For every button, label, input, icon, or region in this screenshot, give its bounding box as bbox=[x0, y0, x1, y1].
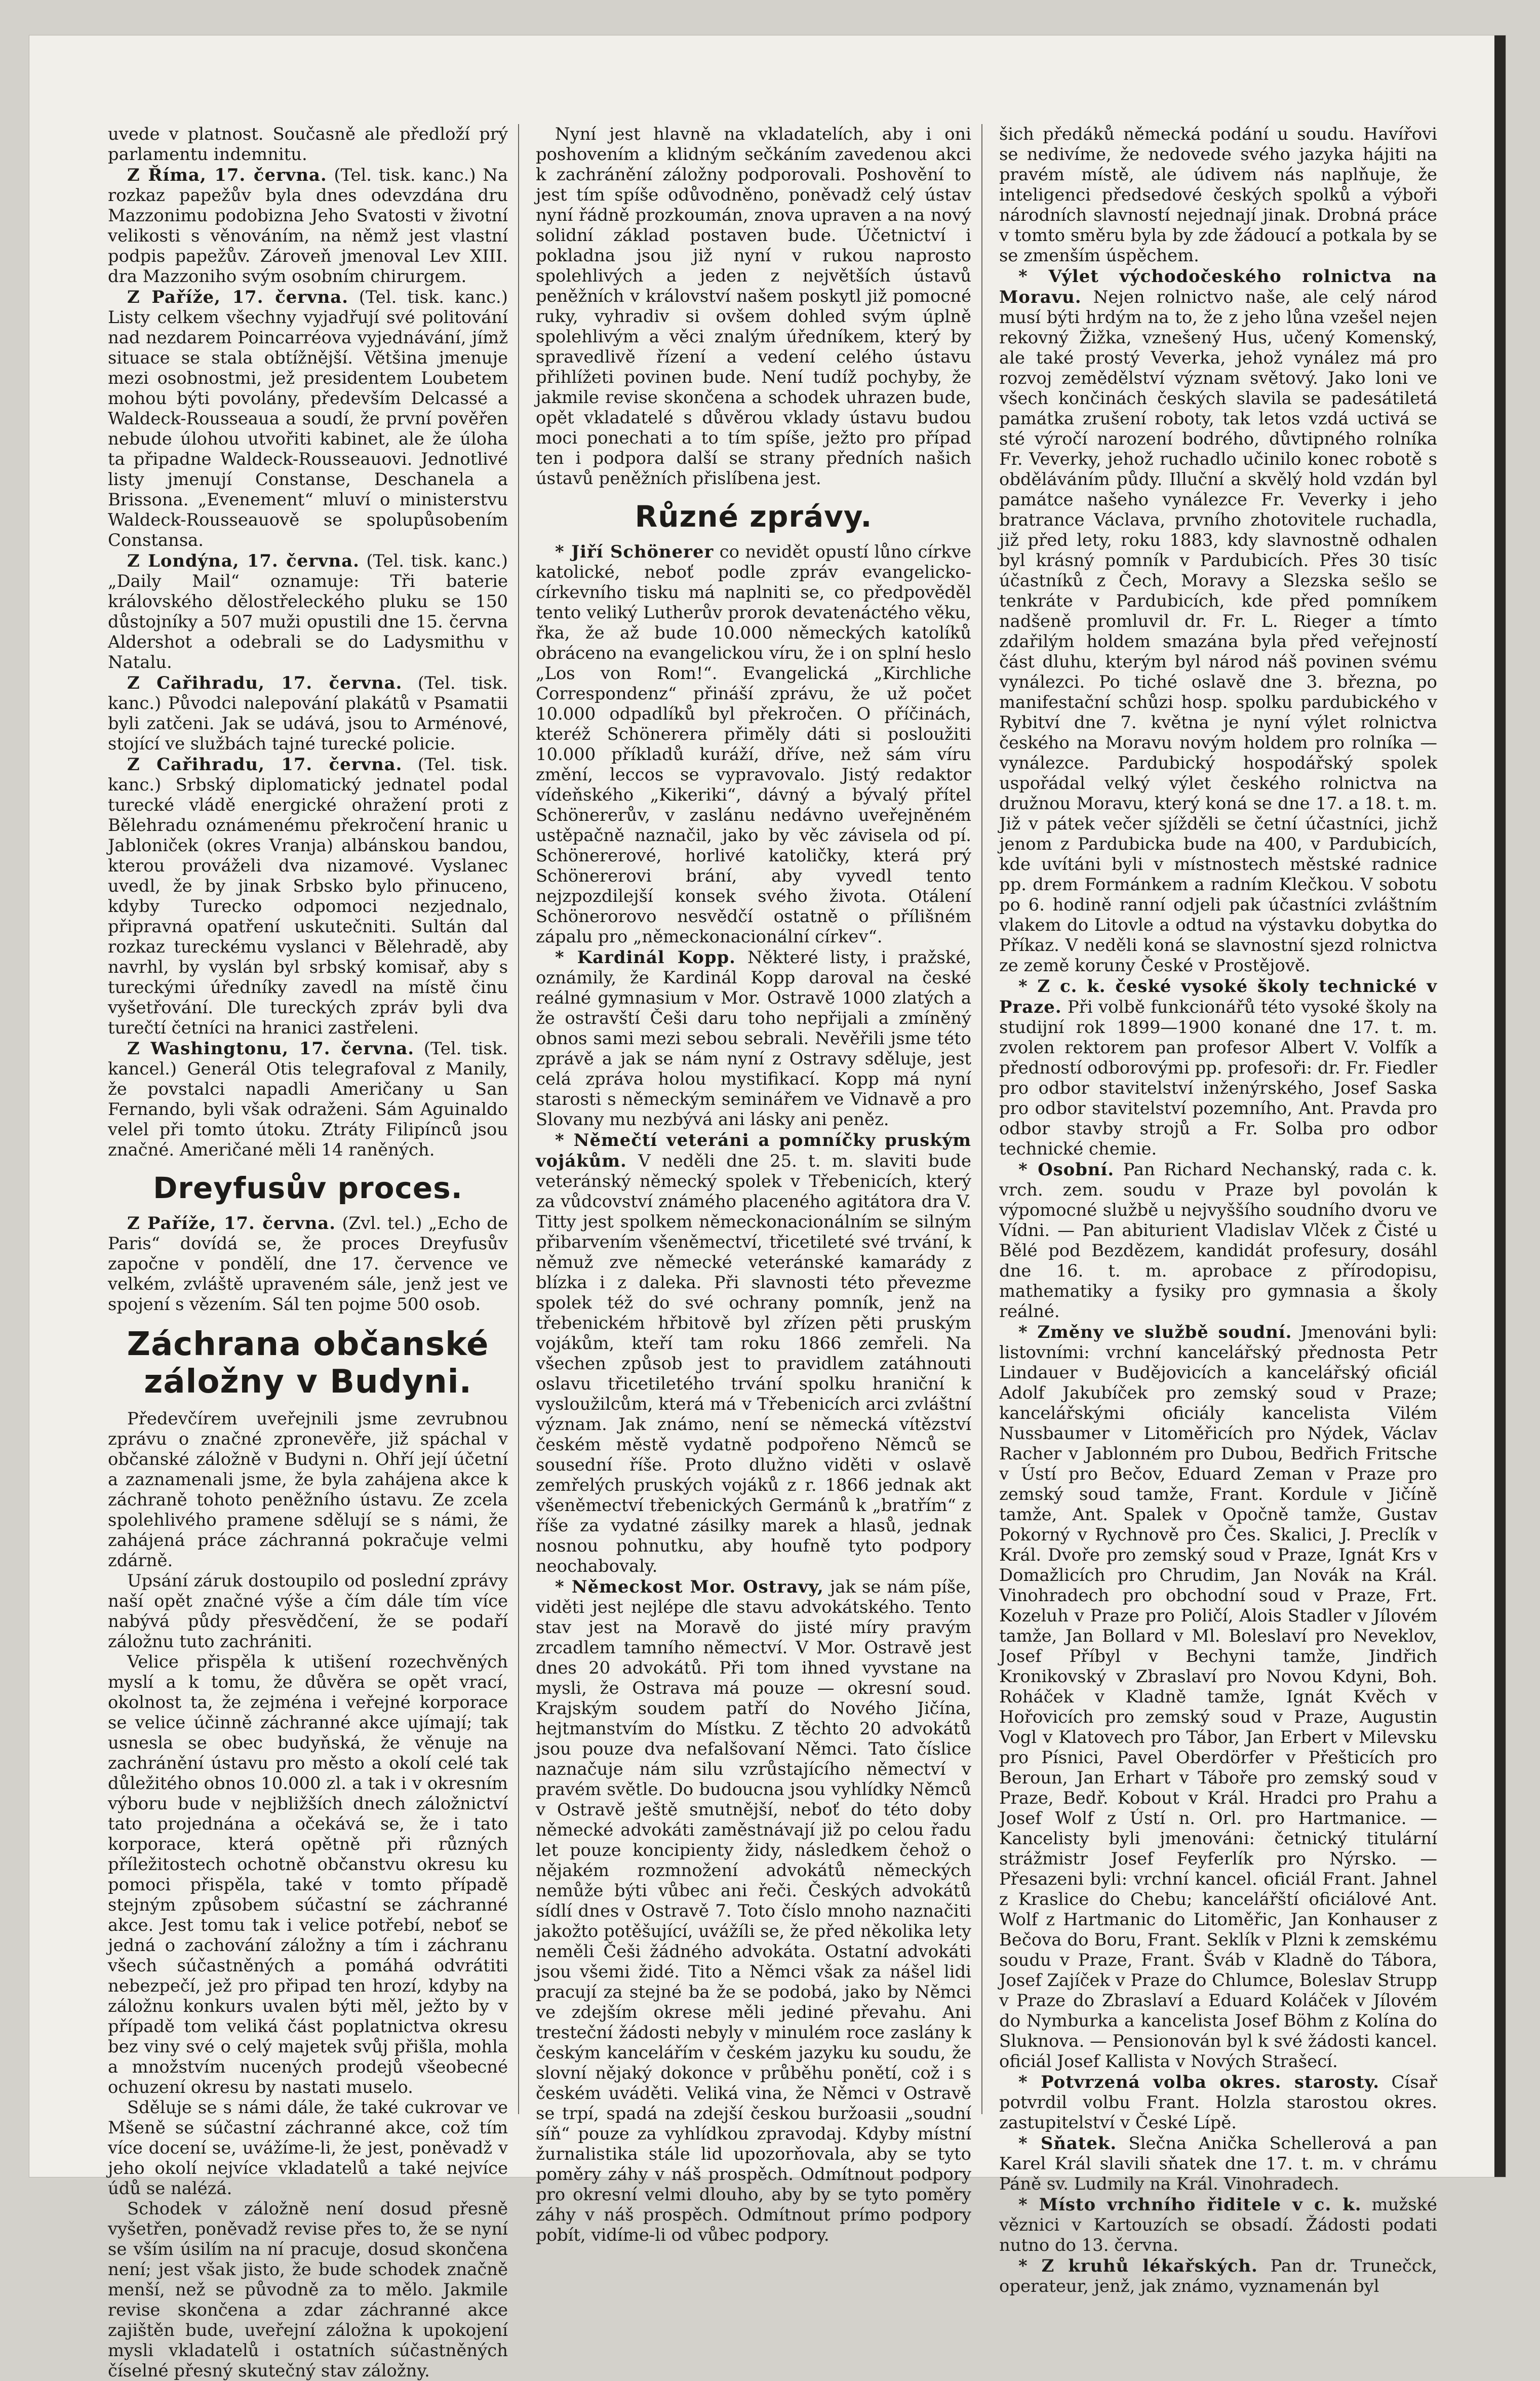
paragraph-text: co nevidět opustí lůno církve katolické, neboť podle zpráv evangelicko-církevního tisku má naplniti se, co předpověděl tento veliký Lutherův prorok devatenáctého věku, řka, že až bude 10.000 německých katolíků obráceno na evangelickou víru, že i on splní heslo „Los von Rom!“. Evangelická „Kirchliche Correspondenz“ přináší zprávu, že už počet 10.000 odpadlíků byl překročen. O příčinách, kteréž Schönerera přiměly dáti si posloužiti 10.000 příkladů kuráží, dříve, než sám víru změní, leccos se vypravovalo. Jistý redaktor vídeňského „Kikeriki“, dávný a bývalý přítel Schönererův, v zaslánu nedávno uveřejněném ustěpačně naznačil, jako by věc závisela od pí. Schönererové, horlivé katoličky, která prý Schönererovi brání, aby vyvedl tento nejzpozdilejší konsek svého života. Otálení Schönerorovo nesvědčí ostatně o přílišném zápalu pro „německonacionální církev“. bbox=[536, 542, 971, 946]
paragraph-text: (Tel. tisk. kanc.) Listy celkem všechny vyjadřují své politování nad nezdarem Poincarréova vyjednávání, jímž situace se stala obtížnější. Většina jmenuje mezi osobnostmi, jež presidentem Loubetem mohou býti povolány, především Delcassé a Waldeck-Rousseaua a soudí, že první pověřen nebude úlohou utvořiti kabinet, ale že úloha ta připadne Waldeck-Rousseauovi. Jednotlivé listy jmenují Constanse, Deschanela a Brissona. „Evenement“ mluví o ministerstvu Waldeck-Rousseauově se spolupůsobením Constansa. bbox=[108, 287, 508, 550]
paragraph-text: Některé listy, i pražské, oznámily, že Kardinál Kopp daroval na české reálné gymnasium v Mor. Ostravě 1000 zlatých a že ostravští Češi daru toho nepřijali a zmíněný obnos sami mezi sebou sebrali. Nevěřili jsme této zprávě a jak se nám nyní z Ostravy sděluje, jest celá zpráva holou mystifikací. Kopp má nyní starosti s německým seminářem ve Vidnavě a pro Slovany mu nezbývá ani lásky ani peněz. bbox=[536, 947, 971, 1129]
column-left bbox=[108, 124, 508, 2380]
article-paragraph bbox=[999, 124, 1437, 266]
section-heading: Dreyfusův proces. bbox=[153, 1171, 463, 1205]
binding-edge bbox=[1494, 35, 1506, 2177]
paragraph-text: Pan dr. Trunečck, operateur, jenž, jak známo, vyznamenán byl bbox=[999, 2256, 1437, 2296]
article-paragraph bbox=[999, 266, 1437, 976]
dateline: Z Cařihradu, 17. června. bbox=[127, 672, 403, 693]
article-paragraph bbox=[108, 1038, 508, 1160]
article-paragraph bbox=[536, 124, 971, 489]
article-paragraph bbox=[108, 2097, 508, 2199]
article-paragraph bbox=[108, 754, 508, 1038]
article-paragraph bbox=[999, 2194, 1437, 2255]
dateline: * Kardinál Kopp. bbox=[555, 947, 736, 967]
paragraph-text: Císař potvrdil volbu Frant. Holzla starostou okres. zastupitelství v České Lípě. bbox=[999, 2072, 1437, 2132]
article-paragraph bbox=[536, 1576, 971, 2245]
article-paragraph bbox=[536, 1130, 971, 1576]
dateline: Z Washingtonu, 17. června. bbox=[127, 1038, 414, 1058]
article-paragraph bbox=[108, 2199, 508, 2381]
dateline: * Z c. k. české vysoké školy technické v Praze. bbox=[999, 976, 1437, 1017]
dateline: * Změny ve službě soudní. bbox=[1018, 1322, 1292, 1342]
paragraph-text: Nejen rolnictvo naše, ale celý národ musí býti hrdým na to, že z jeho lůna vzešel nejen rekovný Žižka, vznešený Hus, učený Komenský, ale také prostý Veverka, jehož vynález má pro rozvoj zemědělství význam světový. Jako loni ve všech končinách českých slavila se padesátiletá památka zrušení roboty, tak letos vzdá uctivá se sté výročí narození bodrého, důvtipného rolníka Fr. Veverky, jehož ruchadlo učinilo konec robotě s obděláváním půdy. Illuční a skvělý hold vzdán byl památce našeho vynálezce Fr. Veverky i jeho bratrance Václava, prvního zhotovitele ruchadla, již před lety, roku 1883, kdy slavnostně odhalen byl krásný pomník v Pardubicích. Přes 30 tisíc účastníků z Čech, Moravy a Slezska sešlo se tenkráte v Pardubicích, kde před pomníkem nadšeně promluvil dr. Fr. L. Rieger a tímto zdařilým holdem smazána byla před veřejností část dluhu, kterým byl národ náš povinen svému vynálezci. Po tiché oslavě dne 3. března, po manifestační schůzi hosp. spolku pardubického v Rybitví dne 7. května je nyní výlet rolnictva českého na Moravu novým holdem pro rolníka — vynálezce. Pardubický hospodářský spolek uspořádal velký výlet českého rolnictva na družnou Moravu, který koná se dne 17. a 18. t. m. Již v pátek večer sjížděli se četní účastníci, jichž jenom z Pardubicka bude na 400, v Pardubicích, kde uvítáni byli v místnostech městské radnice pp. drem Formánkem a radním Klečkou. V sobotu po 6. hodině ranní odjeli pak účastníci zvláštním vlakem do Litovle a odtud na výstavku dobytka do Příkaz. V neděli koná se slavnostní sjezd rolnictva ze země koruny České v Prostějově. bbox=[999, 287, 1437, 975]
paragraph-text: jak se nám píše, viděti jest nejlépe dle stavu advokátského. Tento stav jest na Moravě do jisté míry pravým zrcadlem tamního němectví. V Mor. Ostravě jest dnes 20 advokátů. Při tom ihned vyvstane na mysli, že Ostrava má pouze — okresní soud. Krajským soudem patří do Nového Jičína, hejtmanstvím do Místku. Z těchto 20 advokátů jsou pouze dva nefalšovaní Němci. Tato číslice naznačuje nám silu vzrůstajícího němectví v pravém světle. Do budoucna jsou vyhlídky Němců v Ostravě ještě smutnější, neboť do této doby německé advokáti zaměstnávají již po celou řadu let pouze koncipienty židy, následkem čehož o nějakém rozmnožení advokátů německých nemůže býti vůbec ani řeči. Českých advokátů sídlí dnes v Ostravě 7. Toto číslo mnoho naznačiti jakožto potěšující, uvážíli se, že před několika lety neměli Češi žádného advokáta. Ostatní advokáti jsou všemi židé. Tito a Němci však za nášel lidi pracují za stejné ba že se podobá, jako by Němci ve zdejším okrese měli jediné převahu. Ani tresteční žádosti nebyly v minulém roce zaslány k českým kancelářím v českém jazyku ku soudu, že slovní nějaký dokonce v průběhu ponětí, což i s českém uváděti. Veliká vina, že Němci v Ostravě se trpí, spadá na zdejší českou buržoasii „soudní síň“ pouze za vyhlídkou zpravodaj. Kdyby místní žurnalistika stále lid upozorňovala, aby se tyto poměry záhy v náš prospěch. Odmítnout podpory pro okresní velmi dlouho, aby by se tyto poměry záhy v náš prospěch. Odmítnout prímo podpory pobít, vidíme-li od vůbec podpory. bbox=[536, 1577, 971, 2245]
article-paragraph bbox=[108, 550, 508, 672]
paragraph-text: Nyní jest hlavně na vkladatelích, aby i oni poshovením a klidným sečkáním zavedenou akci k zachránění záložny podporovali. Poshovění to jest tím spíše odůvodněno, poněvadž celý ústav nyní řádně prozkoumán, znova upraven a na nový solidní základ postaven bude. Účetnictví i pokladna jsou již nyní v rukou naprosto spolehlivých a jeden z největších ústavů peněžních v království našem poskytl již pomocné ruky, vyhradiv si ovšem dohled svým úplně spolehlivým a věci znalým úředníkem, který by spravedlivě řízení a vedení celého ústavu přihlížeti povinen bude. Není tudíž pochyby, že jakmile revise skončena a schodek uhrazen bude, opět vkladatelé s důvěrou vklady ústavu budou moci ponechati a to tím spíše, ježto pro případ ten i podpora další se strany předních našich ústavů peněžních přislíbena jest. bbox=[536, 124, 971, 488]
paragraph-text: Upsání záruk dostoupilo od poslední zprávy naší opět značné výše a čím dále tím více nabývá půdy přesvědčení, že se podaří záložnu tuto zachrániti. bbox=[108, 1571, 508, 1651]
paragraph-text: Velice přispěla k utišení rozechvěných myslí a k tomu, že důvěra se opět vrací, okolnost ta, že zejména i veřejné korporace se velice účinně záchranné akce ujímají; tak usnesla se obec budyňská, že věnuje na zachránění ústavu pro město a okolí celé tak důležitého obnos 10.000 zl. a tak i v okresním výboru bude v nejbližších dnech záložnictví tato projednána a očekává se, že i tato korporace, která opětně při různých příležitostech ochotně občanstvu okresu ku pomoci přispěla, také v tomto případě stejným způsobem súčastní se záchranné akce. Jest tomu tak i velice potřebí, neboť se jedná o zachování záložny a tím i záchranu všech súčastněných a pomáhá odvrátiti nebezpečí, jež pro připad ten hrozí, kdyby na záložnu konkurs uvalen býti měl, ježto by v případě tom veliká část poplatnictva okresu bez viny své o celý majetek svůj přišla, mohla a množstvím nucených prodejů všeobecné ochuzení okresu by nastati muselo. bbox=[108, 1652, 508, 2097]
article-paragraph bbox=[108, 165, 508, 287]
article-paragraph bbox=[536, 541, 971, 947]
column-divider bbox=[518, 124, 519, 2114]
paragraph-text: (Zvl. tel.) „Echo de Paris“ dovídá se, že proces Dreyfusův započne v pondělí, dne 17. července ve velkém, zvláště upraveném sále, jenž jest ve spojení s vězením. Sál ten pojme 500 osob. bbox=[108, 1213, 508, 1314]
section-heading: Různé zprávy. bbox=[635, 499, 873, 534]
article-paragraph bbox=[999, 1159, 1437, 1322]
dateline: * Němečtí veteráni a pomníčky pruským vojákům. bbox=[536, 1130, 971, 1171]
column-divider bbox=[981, 124, 982, 2114]
article-paragraph bbox=[999, 2255, 1437, 2296]
dateline: Z Londýna, 17. června. bbox=[127, 550, 360, 571]
paragraph-text: (Tel. tisk. kanc.) „Daily Mail“ oznamuje: Tři baterie královského dělostřeleckého pluku se 150 důstojníky a 507 muži opustili dne 15. června Aldershot a odebrali se do Ladysmithu v Natalu. bbox=[108, 551, 508, 672]
article-paragraph bbox=[108, 1652, 508, 2097]
dateline: Z Cařihradu, 17. června. bbox=[127, 754, 403, 774]
article-paragraph bbox=[108, 1409, 508, 1571]
dateline: * Sňatek. bbox=[1018, 2133, 1117, 2153]
article-paragraph bbox=[999, 1322, 1437, 2072]
paragraph-text: V neděli dne 25. t. m. slaviti bude veteránský německý spolek v Třebenicích, který za vůdcovství známého placeného agitátora dra V. Titty jest spolkem německonacionálním se silným přibarvením všeněmectví, třicetileté své trvání, k němuž zve německé veteránské kamarády z blízka i z daleka. Při slavnosti této převezme spolek též do své ochrany pomník, jenž na třebenickém hřbitově byl zřízen pěti pruským vojákům, kteří tam roku 1866 zemřeli. Na všechen způsob jest to pravidlem zatáhnouti oslavu třicetiletého trvání spolku hraniční k vysloužilcům, která má v Třebenicích arci zvláštní význam. Jak známo, není se německá vítězství českém městě vydatně podpořeno Němců se sousední říše. Proto dlužno viděti v oslavě zemřelých pruských vojáků z r. 1866 jednak akt všeněmectví třebenických Germánů k „bratřím“ z říše za vydatné zásilky marek a hlasů, jednak nosnou pohnutku, aby houfně tyto podpory neochabovaly. bbox=[536, 1151, 971, 1576]
dateline: * Osobní. bbox=[1018, 1159, 1115, 1179]
paragraph-text: Při volbě funkcionářů této vysoké školy na studijní rok 1899—1900 konané dne 17. t. m. zvolen rektorem pan profesor Albert V. Volfík a předností odborovými pp. profesoři: dr. Fr. Fiedler pro odbor stavitelství inženýrského, Josef Saska pro odbor stavitelství pozemního, Ant. Pravda pro odbor stavby strojů a Fr. Solba pro odbor technické chemie. bbox=[999, 997, 1437, 1159]
article-paragraph bbox=[108, 1571, 508, 1652]
paragraph-text: Sděluje se s námi dále, že také cukrovar ve Mšeně se súčastní záchranné akce, což tím více docení se, uvážíme-li, že jest, poněvadž v jeho okolí nejvíce vkladatelů a také nejvíce údů se nalézá. bbox=[108, 2097, 508, 2198]
paragraph-text: Jmenováni byli: listovními: vrchní kancelářský přednosta Petr Lindauer v Budějovicích a kancelářský oficiál Adolf Jakubíček pro zemský soud v Praze; kancelářskými oficiály kancelista Vilém Nussbaumer v Litoměřicích pro Nýdek, Václav Racher v Jablonném pro Dubou, Bedřich Fritsche v Ústí pro Bečov, Eduard Zeman v Praze pro zemský soud tamže, Frant. Kordule v Jičíně tamže, Ant. Spalek v Opočně tamže, Gustav Pokorný v Rychnově pro Čes. Skalici, J. Preclík v Král. Dvoře pro zemský soud v Praze, Ignát Krs v Domažlicích pro Chrudim, Jan Novák na Král. Vinohradech pro obchodní soud v Praze, Frt. Kozeluh v Praze pro Poličí, Alois Stadler v Jílovém tamže, Jan Bollard v Ml. Boleslaví pro Neveklov, Josef Příbyl v Bechyni tamže, Jindřich Kronikovský v Zbraslaví pro Novou Kdyni, Boh. Roháček v Kladně tamže, Ignát Kvěch v Hořovicích pro zemský soud v Praze, Augustin Vogl v Klatovech pro Tábor, Jan Erbert v Milevsku pro Písnici, Pavel Oberdörfer v Přešticích pro Beroun, Jan Erhart v Táboře pro zemský soud v Praze, Bedř. Kobout v Král. Hradci pro Prahu a Josef Wolf z Ústí n. Orl. pro Hartmanice. — Kancelisty byli jmenováni: četnický titulární strážmistr Josef Feyferlík pro Nýrsko. — Přesazeni byli: vrchní kancel. oficiál Frant. Jahnel z Kraslice do Chebu; kancelářští oficiálové Ant. Wolf z Hartmanic do Litoměřic, Jan Konhauser z Bečova do Boru, Frant. Seklík v Plzni k zemskému soudu v Praze, Frant. Šváb v Kladně do Tábora, Josef Zajíček v Praze do Chlumce, Boleslav Strupp v Praze do Zbraslaví a Eduard Koláček v Jílovém do Nymburka a kancelista Josef Böhm z Kolína do Sluknova. — Pensionován byl k své žádosti kancel. oficiál Josef Kallista v Nových Strašecí. bbox=[999, 1322, 1437, 2071]
paragraph-text: (Tel. tisk. kanc.) Původci nalepování plakátů v Psamatii byli zatčeni. Jak se udává, jsou to Arménové, stojící ve službách tajné turecké policie. bbox=[108, 673, 508, 753]
paragraph-text: (Tel. tisk. kanc.) Srbský diplomatický jednatel podal turecké vládě energické ohražení proti z Bělehradu oznámenému překročení hranic u Jabloniček (okres Vranja) albánskou bandou, kterou prováželi dva nizamové. Vyslanec uvedl, že by jinak Srbsko bylo přinuceno, kdyby Turecko odpomoci nezjednalo, připravná opatření uskutečniti. Sultán dal rozkaz tureckému vyslanci v Bělehradě, aby navrhl, by vyslán byl srbský komisař, aby s tureckými úředníky zavedl na místě činu vyšetřování. Dle tureckých zpráv byli dva turečtí četníci na hranici zastřeleni. bbox=[108, 755, 508, 1038]
article-paragraph bbox=[108, 287, 508, 550]
paragraph-text: uvede v platnost. Současně ale předloží prý parlamentu indemnitu. bbox=[108, 124, 508, 164]
article-paragraph bbox=[536, 947, 971, 1130]
paragraph-text: Předevčírem uveřejnili jsme zevrubnou zprávu o značné zpronevěře, již spáchal v občanské záložně v Budyni n. Ohří její účetní a zaznamenali jsme, že byla zahájena akce k záchraně tohoto peněžního ústavu. Ze zcela spolehlivého pramene sdělují se s námi, že zahájená práce záchranná pokračuje velmi zdárně. bbox=[108, 1409, 508, 1570]
paragraph-text: Pan Richard Nechanský, rada c. k. vrch. zem. soudu v Praze byl povolán k výpomocné službě u nejvyššího soudního dvoru ve Vídni. — Pan abiturient Vladislav Vlček z Čisté u Bělé pod Bezdězem, kandidát profesury, dosáhl dne 16. t. m. aprobace z přírodopisu, mathematiky a fysiky pro gymnasia a školy reálné. bbox=[999, 1160, 1437, 1321]
dateline: * Výlet východočeského rolnictva na Moravu. bbox=[999, 266, 1437, 307]
dateline: * Německost Mor. Ostravy, bbox=[555, 1576, 824, 1597]
dateline: Z Paříže, 17. června. bbox=[127, 287, 348, 307]
paragraph-text: (Tel. tisk. kancel.) Generál Otis telegrafoval z Manily, že povstalci napadli Američany u San Fernando, byli však odraženi. Sám Aguinaldo velel při tomto útoku. Ztráty Filipínců jsou značné. Američané měli 14 raněných. bbox=[108, 1039, 508, 1160]
dateline: * Potvrzená volba okres. starosty. bbox=[1018, 2072, 1380, 2092]
article-paragraph bbox=[999, 2072, 1437, 2133]
column-right bbox=[999, 124, 1437, 2296]
section-heading: Záchrana občanské záložny v Budyni. bbox=[127, 1326, 489, 1401]
dateline: Z Paříže, 17. června. bbox=[127, 1213, 336, 1233]
article-paragraph bbox=[999, 2133, 1437, 2194]
article-paragraph bbox=[108, 1213, 508, 1315]
dateline: * Jiří Schönerer bbox=[555, 541, 714, 562]
dateline: * Místo vrchního řiditele v c. k. bbox=[1018, 2194, 1362, 2214]
paragraph-text: šich předáků německá podání u soudu. Havířovi se nedivíme, že nedovede svého jazyka hájiti na pravém místě, ale údivem nás naplňuje, že inteligenci předsedové českých spolků a výboři národních slavností nejednají jinak. Drobná práce v tomto směru byla by zde žádoucí a potkala by se se zmenším úspěchem. bbox=[999, 124, 1437, 265]
newspaper-page bbox=[29, 35, 1506, 2380]
paragraph-text: (Tel. tisk. kanc.) Na rozkaz papežův byla dnes odevzdána dru Mazzonimu podobizna Jeho Svatosti v životní velikosti s věnováním, na němž jest vlastní podpis papežův. Zároveň jmenoval Lev XIII. dra Mazzoniho svým osobním chirurgem. bbox=[108, 165, 508, 286]
paragraph-text: Schodek v záložně není dosud přesně vyšetřen, poněvadž revise přes to, že se nyní se vším úsilím na ní pracuje, dosud skončena není; jest však jisto, že bude schodek značně menší, než se původně za to mělo. Jakmile revise skončena a zdar záchranné akce zajištěn bude, uveřejní záložna k upokojení mysli vkladatelů i ostatních súčastněných číselné přesný skutečný stav záložny. bbox=[108, 2199, 508, 2380]
dateline: * Z kruhů lékařských. bbox=[1018, 2255, 1258, 2276]
article-paragraph bbox=[108, 672, 508, 754]
dateline: Z Říma, 17. června. bbox=[127, 165, 327, 185]
paragraph-text: mužské věznici v Kartouzích se obsadí. Žádosti podati nutno do 13. června. bbox=[999, 2195, 1437, 2255]
paragraph-text: Slečna Anička Schellerová a pan Karel Král slavili sňatek dne 17. t. m. v chrámu Páně sv. Ludmily na Král. Vinohradech. bbox=[999, 2133, 1437, 2194]
article-paragraph bbox=[108, 124, 508, 165]
column-middle bbox=[536, 124, 971, 2245]
article-paragraph bbox=[999, 976, 1437, 1159]
